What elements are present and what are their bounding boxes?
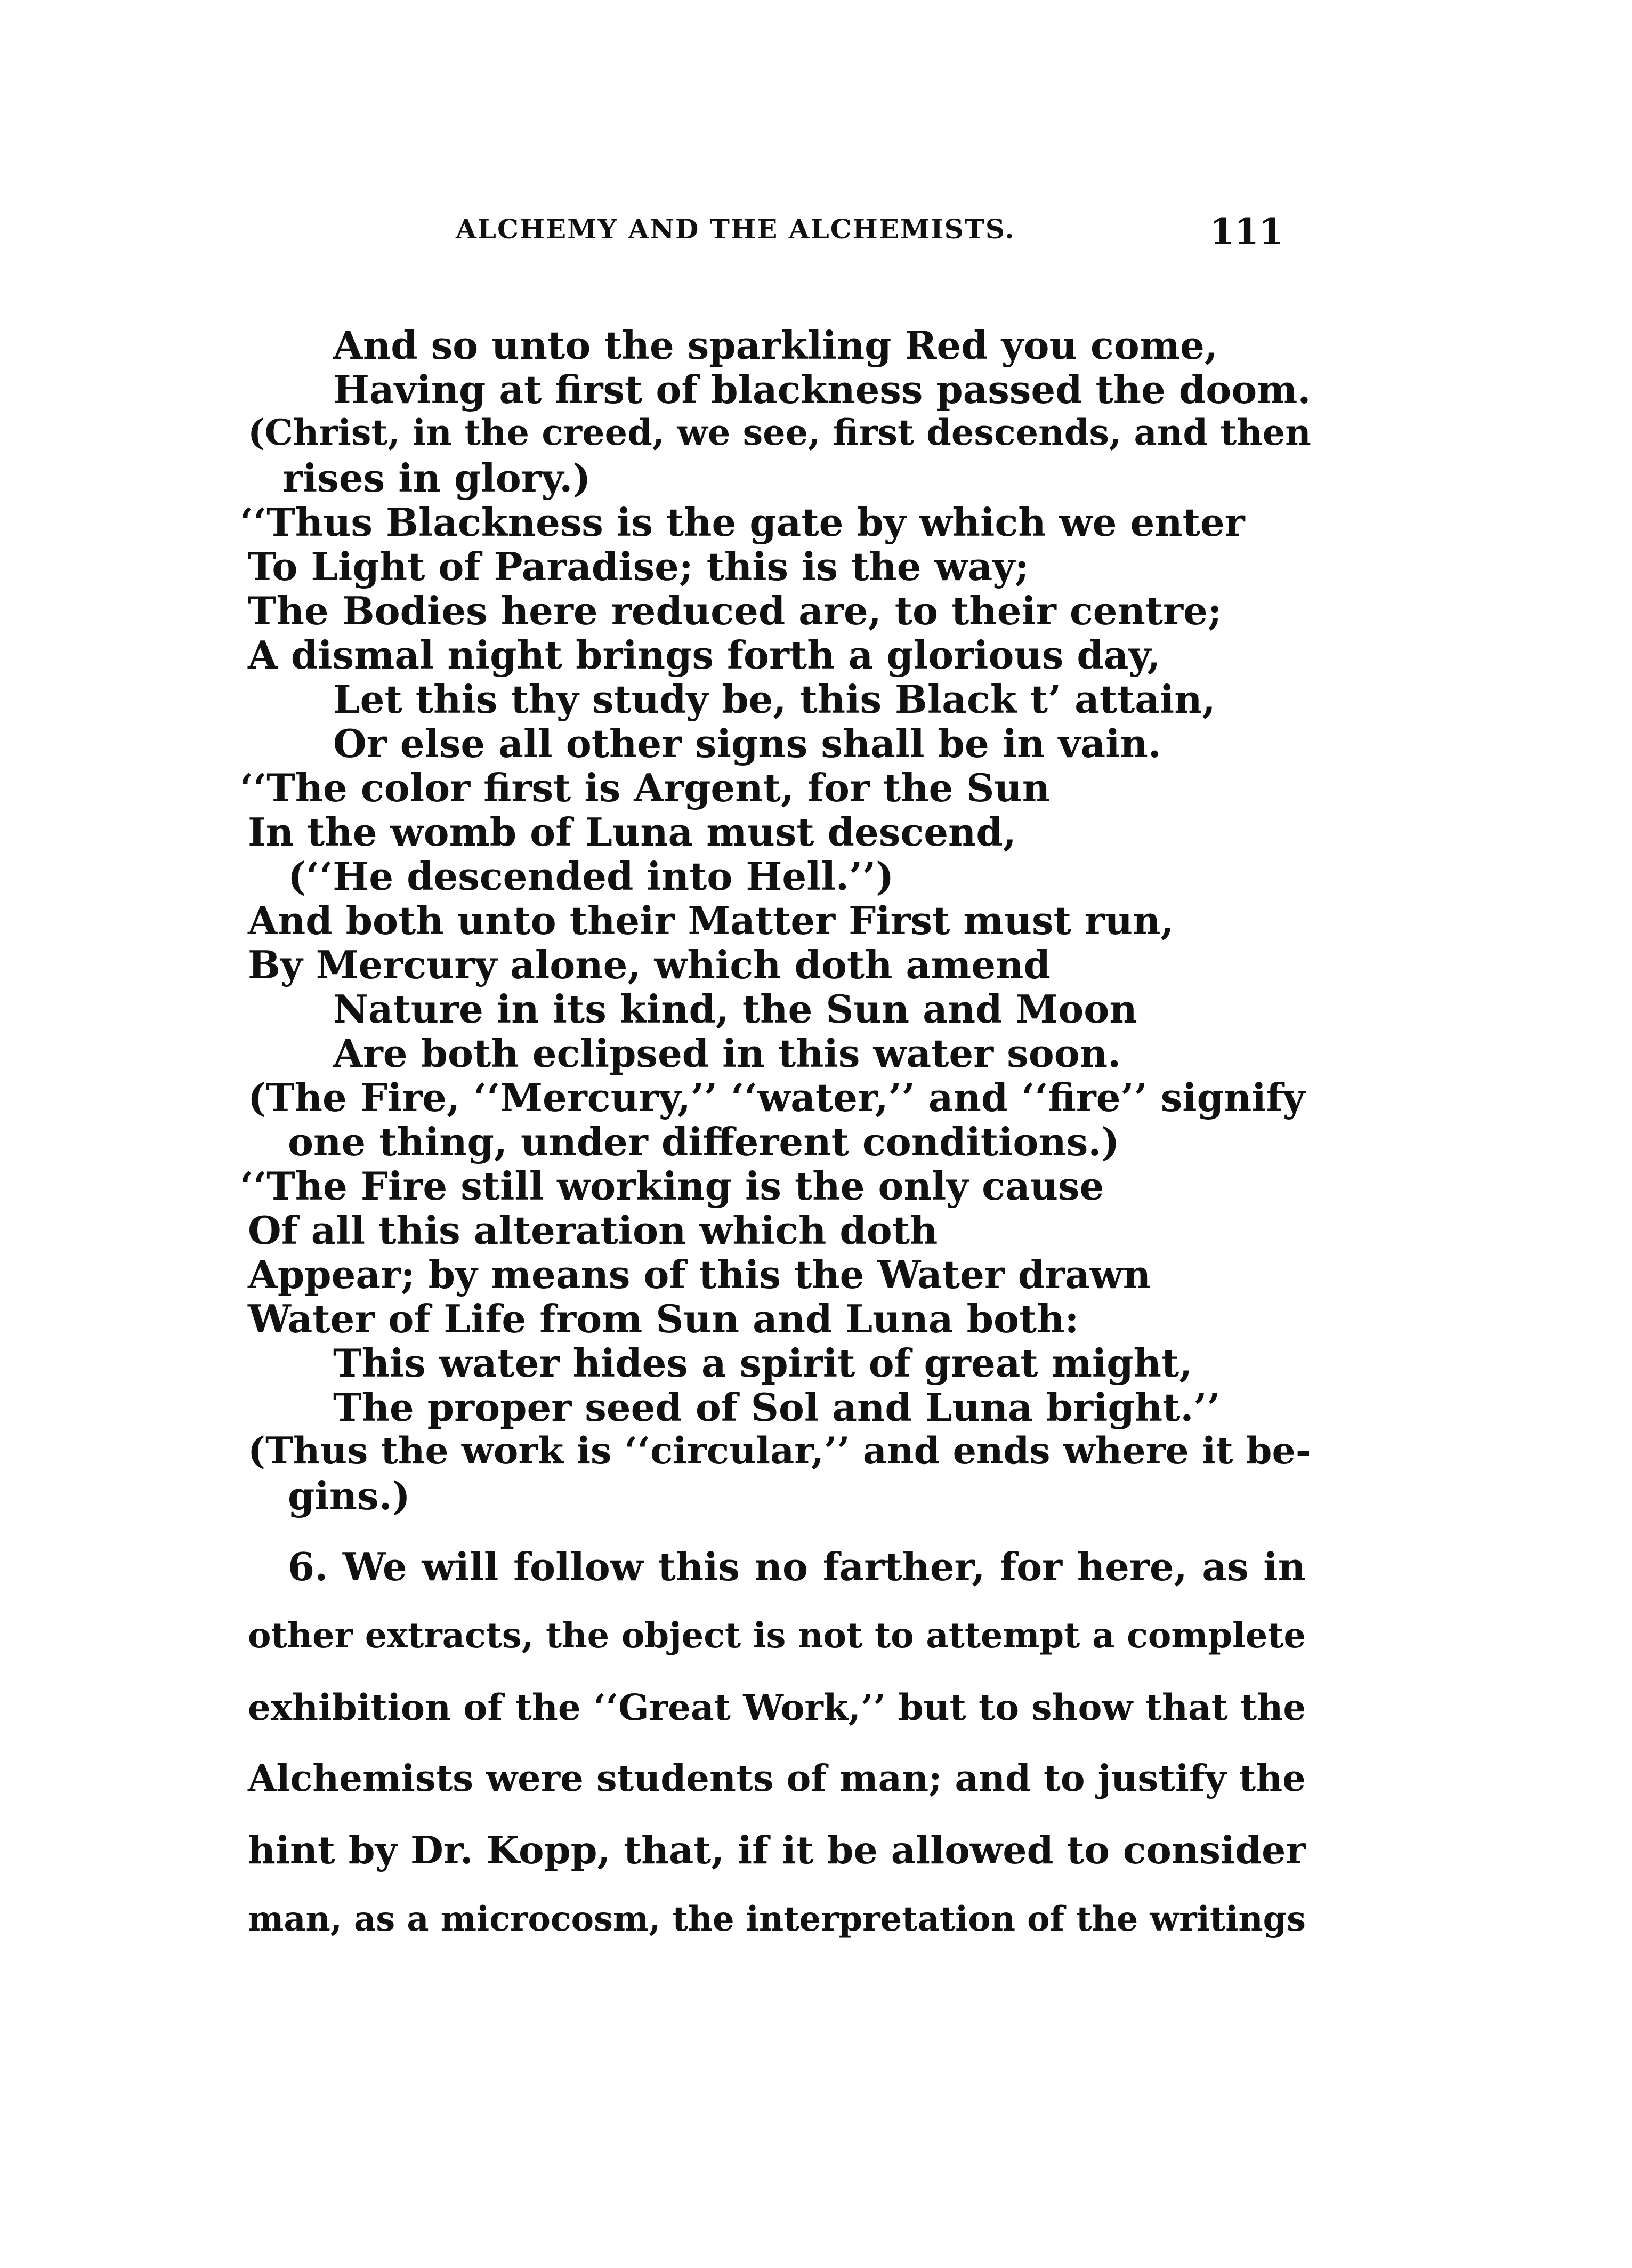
paragraph-line: 6. We will follow this no farther, for here, as in: [288, 1544, 1306, 1589]
paragraph-line: Alchemists were students of man; and to justify the: [248, 1757, 1306, 1800]
verse-line: ‘‘The color first is Argent, for the Sun: [240, 765, 1051, 810]
verse-line: ‘‘Thus Blackness is the gate by which we enter: [240, 500, 1245, 545]
paragraph-line: man, as a microcosm, the interpretation of the writings: [248, 1899, 1306, 1939]
verse-line: rises in glory.): [282, 455, 591, 501]
paragraph-line: exhibition of the ‘‘Great Work,’’ but to show that the: [248, 1686, 1306, 1728]
verse-line: And both unto their Matter First must run,: [248, 898, 1174, 943]
verse-line: Are both eclipsed in this water soon.: [333, 1031, 1121, 1076]
verse-line: The Bodies here reduced are, to their centre;: [248, 588, 1222, 633]
verse-line: Or else all other signs shall be in vain.: [333, 721, 1161, 766]
verse-line: Appear; by means of this the Water drawn: [248, 1252, 1151, 1297]
verse-line: And so unto the sparkling Red you come,: [333, 323, 1218, 368]
paragraph-line: other extracts, the object is not to attempt a complete: [248, 1615, 1306, 1656]
verse-line: gins.): [288, 1473, 410, 1518]
page-number: 111: [1210, 211, 1283, 252]
verse-line: (The Fire, ‘‘Mercury,’’ ‘‘water,’’ and ‘‘fire’’ signify: [248, 1075, 1305, 1120]
verse-line: (‘‘He descended into Hell.’’): [288, 854, 894, 899]
verse-line: Of all this alteration which doth: [248, 1208, 938, 1253]
verse-line: Having at first of blackness passed the doom.: [333, 367, 1311, 412]
verse-line: In the womb of Luna must descend,: [248, 809, 1016, 855]
verse-line: one thing, under different conditions.): [288, 1119, 1120, 1164]
verse-line: Nature in its kind, the Sun and Moon: [333, 986, 1137, 1032]
verse-line: This water hides a spirit of great might,: [333, 1340, 1193, 1386]
paragraph-line: hint by Dr. Kopp, that, if it be allowed to consider: [248, 1828, 1306, 1872]
verse-line: Let this thy study be, this Black t’ attain,: [333, 677, 1216, 722]
verse-line: ‘‘The Fire still working is the only cause: [240, 1163, 1104, 1209]
verse-line: By Mercury alone, which doth amend: [248, 942, 1051, 987]
verse-line: To Light of Paradise; this is the way;: [248, 544, 1029, 589]
verse-line: A dismal night brings forth a glorious day,: [248, 632, 1161, 678]
verse-line: (Thus the work is ‘‘circular,’’ and ends where it be-: [248, 1429, 1311, 1473]
verse-line: Water of Life from Sun and Luna both:: [248, 1296, 1079, 1341]
verse-line: The proper seed of Sol and Luna bright.’’: [333, 1385, 1221, 1430]
running-title: ALCHEMY AND THE ALCHEMISTS.: [456, 213, 1015, 245]
verse-line: (Christ, in the creed, we see, first descends, and then: [248, 411, 1311, 453]
